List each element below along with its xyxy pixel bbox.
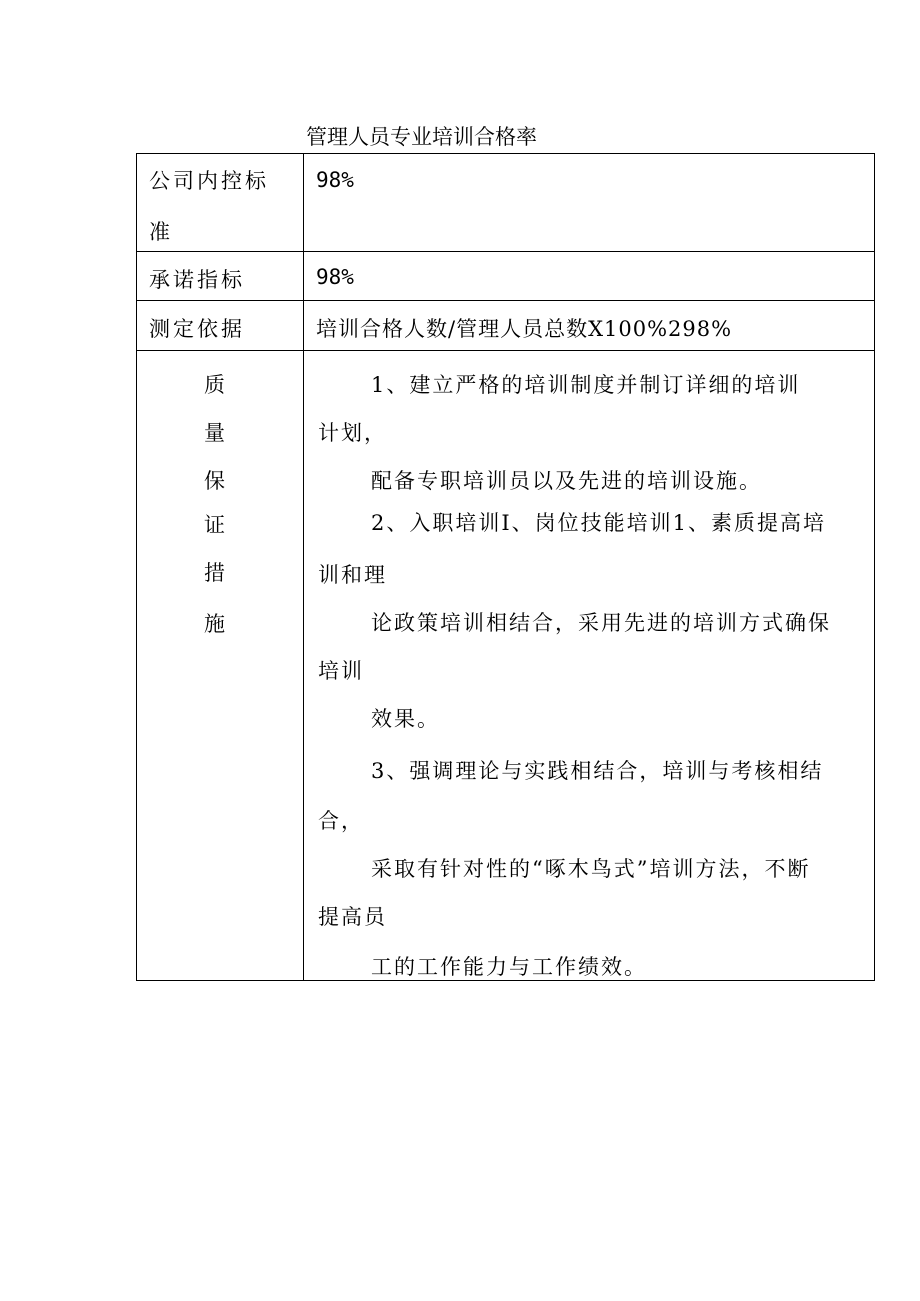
measures-label-char-5: 措 xyxy=(204,561,225,585)
measures-label-char-4: 证 xyxy=(204,513,225,537)
row-label-commitment: 承诺指标 xyxy=(149,268,245,292)
measure-line-11: 采取有针对性的“啄木鸟式”培训方法，不断 xyxy=(371,857,811,881)
measure-line-5: 训和理 xyxy=(318,563,387,587)
table-row-divider-2 xyxy=(136,300,875,301)
measure-line-1: 1、建立严格的培训制度并制订详细的培训 xyxy=(371,373,801,397)
measure-line-10: 合， xyxy=(318,809,364,833)
table-column-divider xyxy=(303,153,304,981)
measure-line-7: 培训 xyxy=(318,659,364,683)
measure-line-4: 2、入职培训I、岗位技能培训1、素质提高培 xyxy=(371,511,827,535)
measure-line-8: 效果。 xyxy=(371,707,440,731)
row-label-measurement-basis: 测定依据 xyxy=(149,317,245,341)
table-row-divider-1 xyxy=(136,251,875,252)
measures-label-char-3: 保 xyxy=(204,469,225,493)
measure-line-13: 工的工作能力与工作绩效。 xyxy=(371,955,647,979)
row-value-measurement-basis: 培训合格人数/管理人员总数X100%298% xyxy=(316,317,733,341)
measure-line-2: 计划， xyxy=(318,421,387,445)
page-title: 管理人员专业培训合格率 xyxy=(306,125,537,149)
row-value-commitment: 98% xyxy=(316,265,354,289)
measures-label-char-2: 量 xyxy=(204,421,225,445)
measure-line-3: 配备专职培训员以及先进的培训设施。 xyxy=(371,469,762,493)
measures-label-char-1: 质 xyxy=(204,373,225,397)
row-label-internal-standard-line1: 公司内控标 xyxy=(149,169,269,193)
measures-label-char-6: 施 xyxy=(204,612,225,636)
table-row-divider-3 xyxy=(136,350,875,351)
measure-line-12: 提高员 xyxy=(318,905,387,929)
measure-line-6: 论政策培训相结合，采用先进的培训方式确保 xyxy=(371,611,831,635)
measure-line-9: 3、强调理论与实践相结合，培训与考核相结 xyxy=(371,759,824,783)
row-value-internal-standard: 98% xyxy=(316,168,354,192)
row-label-internal-standard-line2: 准 xyxy=(149,220,173,244)
